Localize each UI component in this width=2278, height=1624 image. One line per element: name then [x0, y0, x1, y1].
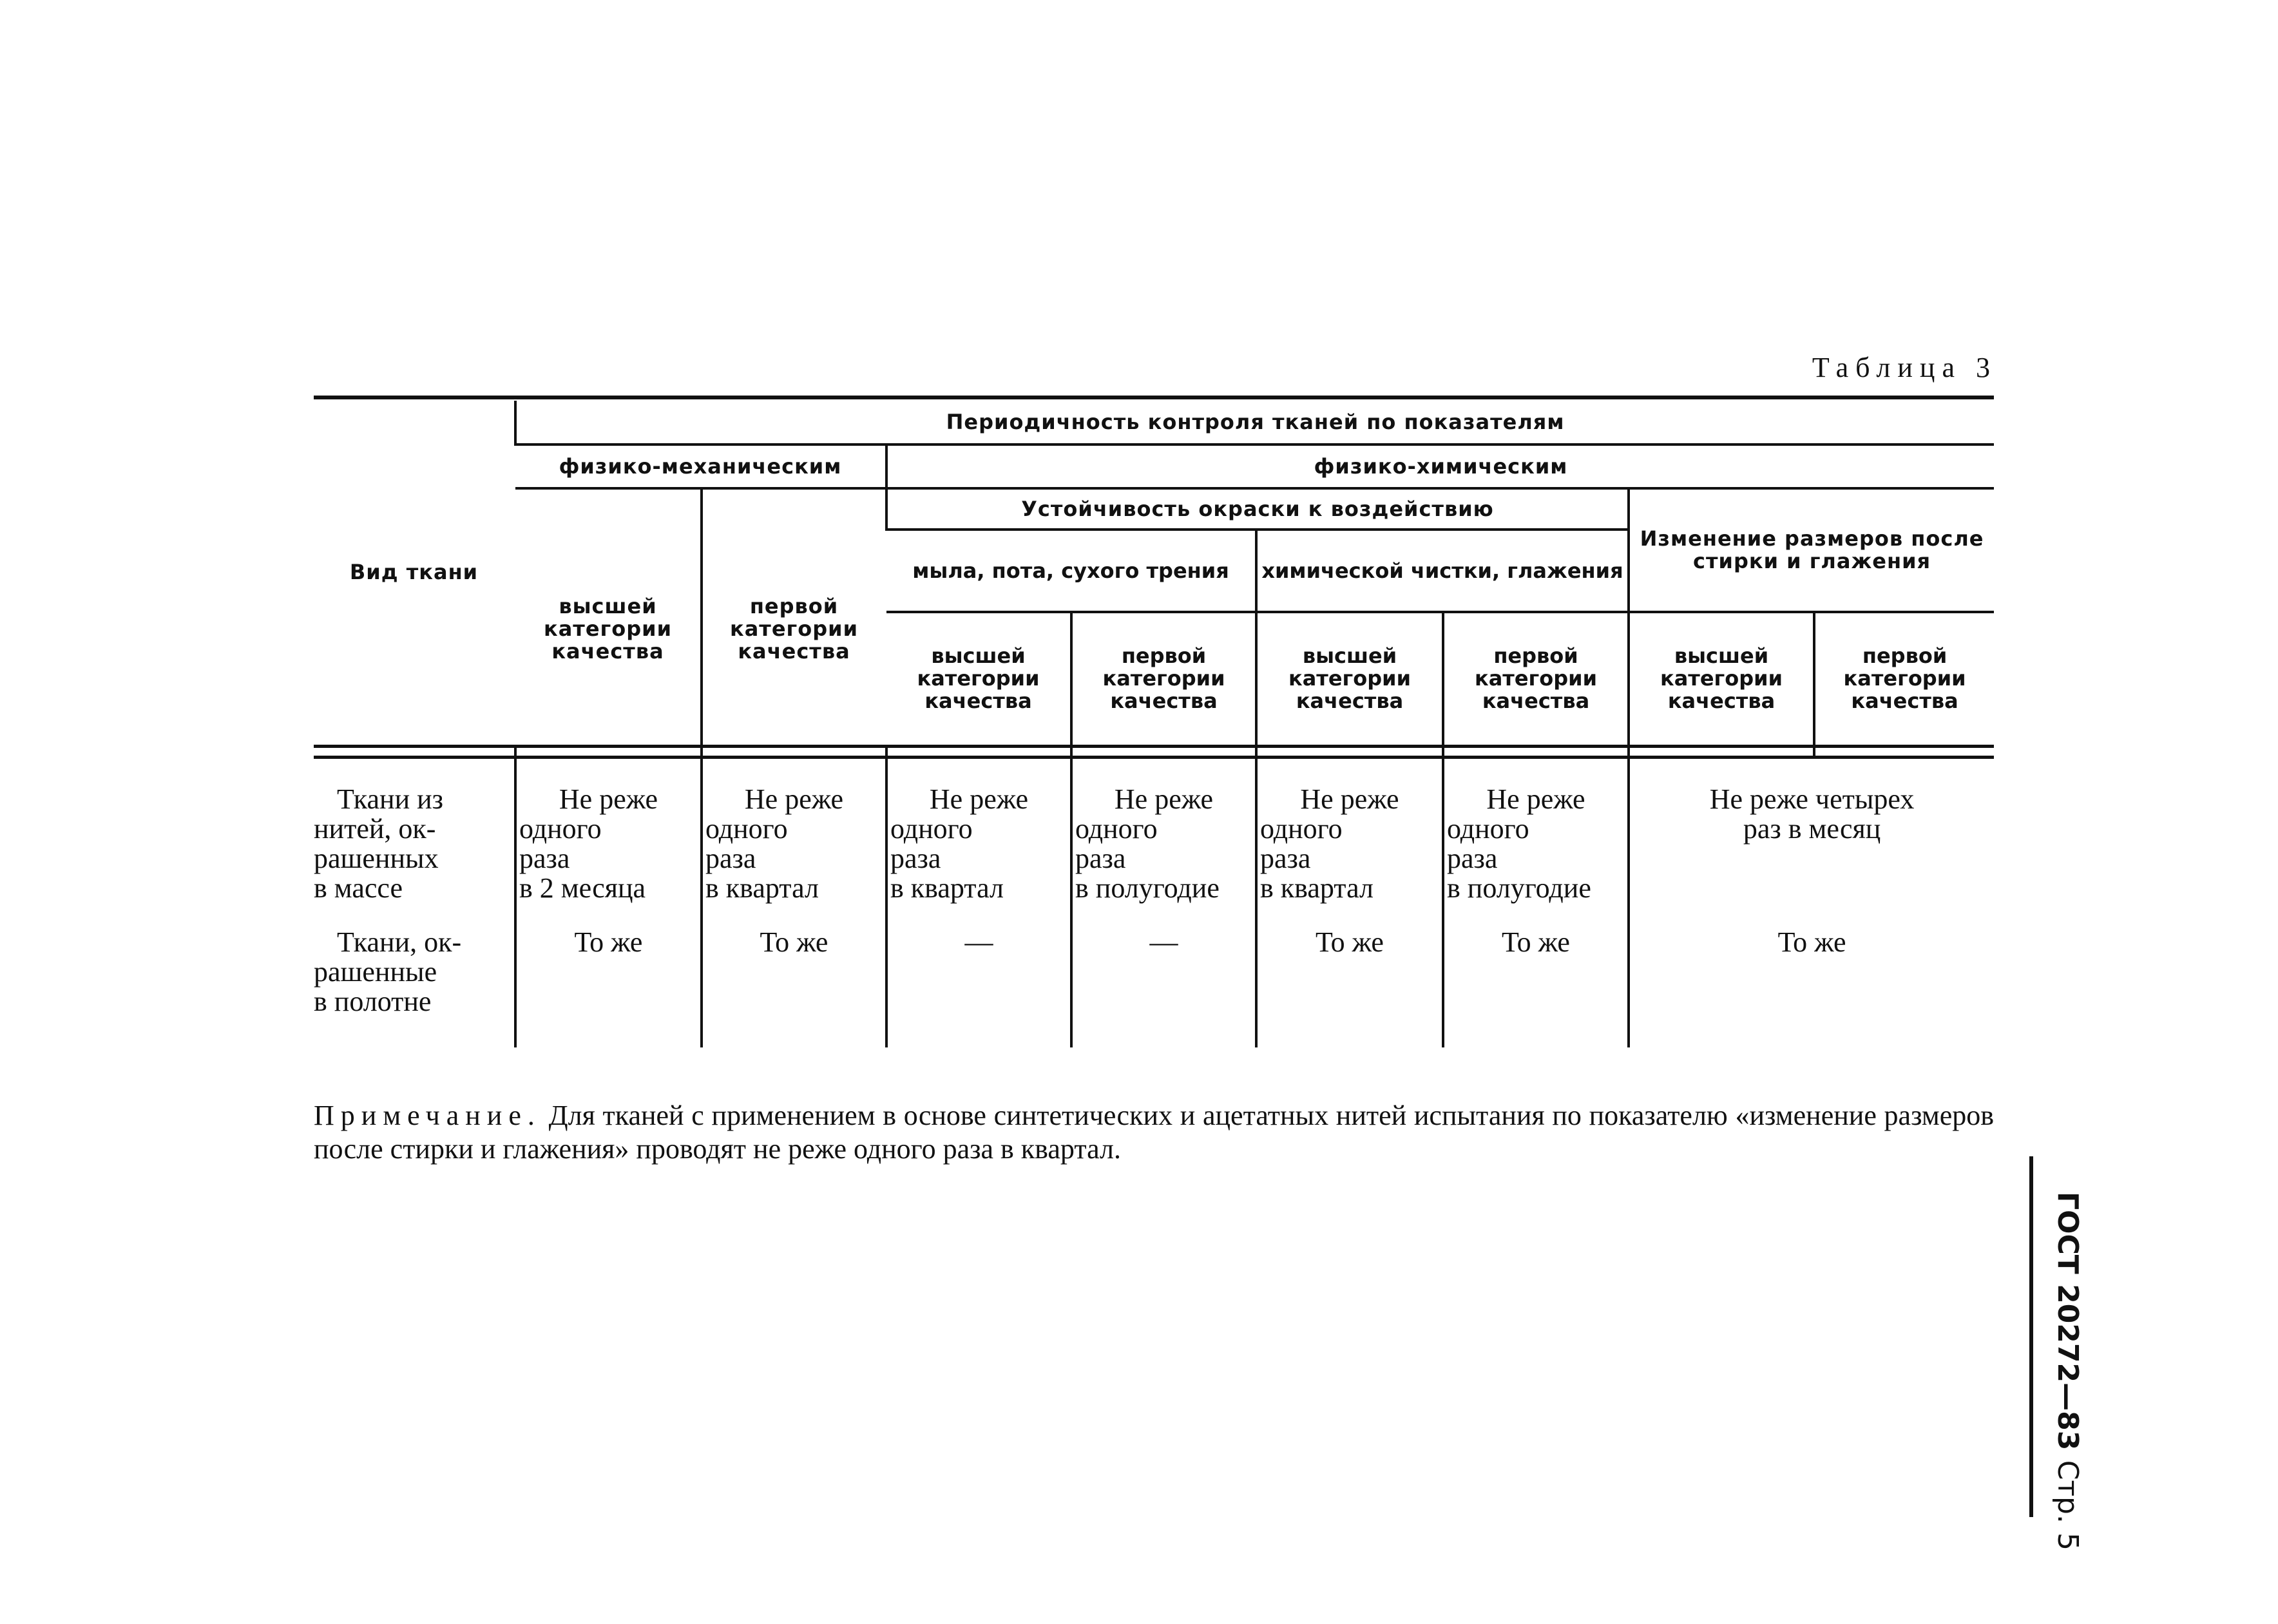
table-cell: Не реже одного раза в 2 месяца: [515, 757, 702, 928]
side-rule: [2029, 1156, 2033, 1517]
table-row: [314, 757, 1994, 928]
header-dry-clean-higher: высшей категории качества: [1256, 612, 1443, 746]
table-cell-size-change: То же: [1629, 928, 1994, 1047]
row-kind: Ткани из нитей, ок- рашенных в массе: [314, 783, 444, 904]
table-cell: Не реже одного раза в квартал: [886, 757, 1071, 928]
header-phys-mech-first: первой категории качества: [702, 488, 886, 746]
table-cell: Не реже одного раза в полугодие: [1443, 757, 1629, 928]
header-separator-row: [314, 746, 1994, 757]
table-cell: То же: [515, 928, 702, 1047]
header-phys-chem: физико-химическим: [886, 444, 1994, 488]
header-size-change-first: первой категории качества: [1814, 612, 1994, 746]
table-cell-size-change: Не реже четырех раз в месяц: [1629, 757, 1994, 928]
table-row: [314, 928, 1994, 1047]
periodicity-table: [314, 401, 1994, 1047]
header-soap-first: первой категории качества: [1071, 612, 1256, 746]
header-size-change-higher: высшей категории качества: [1629, 612, 1814, 746]
table-cell: Не реже одного раза в квартал: [1256, 757, 1443, 928]
table-cell: Не реже одного раза в полугодие: [1071, 757, 1256, 928]
header-soap-higher: высшей категории качества: [886, 612, 1071, 746]
table-top-rule: [314, 396, 1994, 399]
header-kind: Вид ткани: [349, 560, 479, 585]
table-cell: —: [886, 928, 1071, 1047]
note-text: Для тканей с применением в основе синтетических и ацетатных нитей испытания по показателю «изменение размеров после стирки и глажения» проводят не реже одного раза в квартал.: [314, 1100, 1994, 1165]
table-cell: —: [1071, 928, 1256, 1047]
table-cell: То же: [1256, 928, 1443, 1047]
header-phys-mech: физико-механическим: [515, 444, 886, 488]
page-footer-standard: [2045, 1192, 2084, 1552]
header-periodicity: Периодичность контроля тканей по показателям: [515, 401, 1994, 444]
header-soap: мыла, пота, сухого трения: [886, 530, 1256, 612]
header-size-change: Изменение размеров после стирки и глажения: [1629, 488, 1994, 612]
row-kind: Ткани, ок- рашенные в полотне: [314, 926, 462, 1017]
note-label: Примечание.: [314, 1100, 541, 1131]
header-dry-clean: химической чистки, глажения: [1256, 530, 1629, 612]
header-phys-mech-higher: высшей категории качества: [515, 488, 702, 746]
table-caption: Таблица 3: [1812, 352, 1997, 383]
header-dry-clean-first: первой категории качества: [1443, 612, 1629, 746]
page-number: Стр. 5: [2051, 1460, 2084, 1551]
standard-number: ГОСТ 20272—83: [2051, 1192, 2084, 1451]
table-note: [314, 1099, 1994, 1166]
table-cell: То же: [1443, 928, 1629, 1047]
table-cell: Не реже одного раза в квартал: [702, 757, 886, 928]
table-cell: То же: [702, 928, 886, 1047]
header-color-fastness: Устойчивость окраски к воздействию: [886, 488, 1629, 530]
